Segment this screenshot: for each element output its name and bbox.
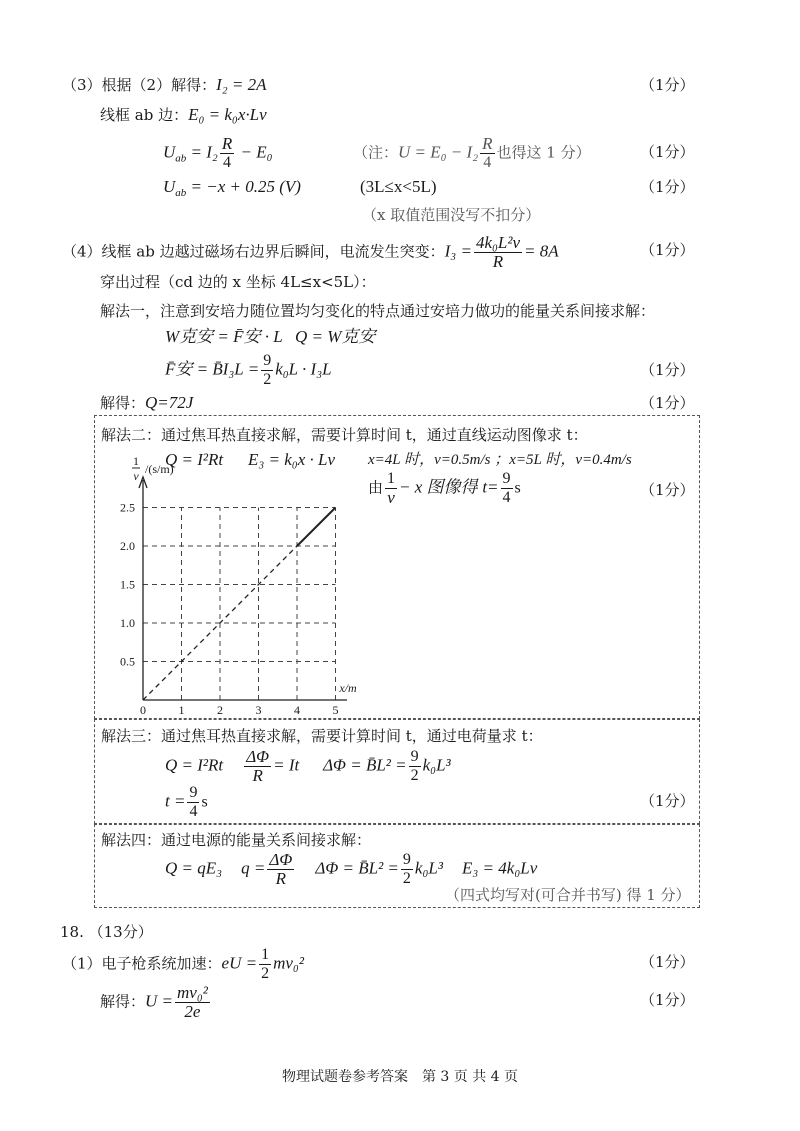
formula-part: E₃ = 4k₀Lv xyxy=(462,858,538,878)
numerator: 9 xyxy=(189,784,198,801)
y-tick-label: 1.5 xyxy=(120,577,135,592)
formula-part: ΔΦ = B̄L² = xyxy=(323,755,407,775)
method4-formulas xyxy=(165,851,537,888)
method3-time xyxy=(165,784,208,821)
x-tick-label: 1 xyxy=(178,703,185,717)
formula-part: = It xyxy=(273,755,300,775)
part3-note xyxy=(353,135,591,172)
formula-part: Q = I²Rt xyxy=(165,755,224,775)
question-18-title: 18. （13分） xyxy=(60,923,153,941)
formula-part: F̄安 = B̄I₃L = xyxy=(165,359,260,379)
label: （1）电子枪系统加速： xyxy=(62,954,222,973)
method2-conditions: x=4L 时，v=0.5m/s ；x=5L 时，v=0.4m/s xyxy=(368,452,632,468)
numerator: R xyxy=(221,134,233,153)
denominator: 2 xyxy=(261,965,270,982)
formula-part: − E₀ xyxy=(236,142,273,162)
numerator: R xyxy=(482,134,493,153)
numerator: 9 xyxy=(263,352,272,369)
numerator: 9 xyxy=(502,470,511,487)
formula-part: ΔΦ = B̄L² = xyxy=(315,858,399,878)
part3-line1 xyxy=(62,75,267,95)
method2-formula1: Q = I²Rt xyxy=(165,450,224,469)
page-footer: 物理试题卷参考答案 第 3 页 共 4 页 xyxy=(281,1069,519,1085)
numerator: ΔΦ xyxy=(246,747,270,766)
formula-part: t = xyxy=(165,791,186,811)
formula-part: − x 图像得 xyxy=(399,477,478,497)
unit: s xyxy=(201,793,208,811)
label: 由 xyxy=(368,478,384,497)
denominator: 2 xyxy=(410,767,419,784)
part3-line2 xyxy=(100,105,267,125)
formula-part: = −x + 0.25 (V) xyxy=(186,177,301,196)
numerator: mv₀² xyxy=(177,983,208,1002)
label: 解得： xyxy=(100,992,146,1011)
method4-title: 解法四：通过电源的能量关系间接求解： xyxy=(101,831,372,849)
formula-part: Q = qE₃ xyxy=(165,858,223,878)
formula-part: k₀L · I₃L xyxy=(275,359,332,379)
denominator: R xyxy=(252,766,263,785)
x-tick-label: 3 xyxy=(255,703,262,717)
formula: Q=72J xyxy=(145,393,194,412)
numerator: 9 xyxy=(410,748,419,765)
x-axis-label: x/m xyxy=(339,681,357,695)
formula: E₀ = k₀x·Lv xyxy=(188,105,267,124)
note-text: 也得这 1 分） xyxy=(496,143,591,162)
range: (3L≤x<5L) xyxy=(360,177,437,196)
formula-part: k₀L³ xyxy=(422,755,451,775)
formula-part: I₃ = xyxy=(444,241,472,261)
subscript: ab xyxy=(175,187,187,199)
denominator: R xyxy=(492,252,504,271)
denominator: 4 xyxy=(483,154,492,171)
denominator: 4 xyxy=(189,803,198,820)
y-tick-label: 2.0 xyxy=(120,539,135,553)
q18-line1 xyxy=(62,946,304,983)
formula-part: U = E₀ − I₂ xyxy=(398,142,479,162)
x-tick-label: 5 xyxy=(332,703,339,717)
denominator: R xyxy=(275,869,287,888)
part3-uab-formula xyxy=(163,135,273,172)
y-axis-label-denominator: v xyxy=(133,469,139,483)
x-tick-label: 4 xyxy=(294,703,300,717)
label: 解得： xyxy=(100,394,146,412)
method2-title: 解法二：通过焦耳热直接求解，需要计算时间 t，通过直线运动图像求 t： xyxy=(101,426,588,444)
formula-part: U xyxy=(163,177,176,196)
method4-note: （四式均写对(可合并书写) 得 1 分） xyxy=(445,886,691,904)
formula-part: U xyxy=(163,142,176,162)
method1-title: 解法一，注意到安培力随位置均匀变化的特点通过安培力做功的能量关系间接求解： xyxy=(100,302,656,320)
numerator: 1 xyxy=(387,470,396,487)
part3-uab-result xyxy=(163,177,301,203)
score: （1分） xyxy=(640,394,695,412)
q18-line2 xyxy=(100,984,212,1021)
x-tick-label: 2 xyxy=(217,703,223,717)
y-axis-label-numerator: 1 xyxy=(133,455,139,468)
method2-formula2: E₃ = k₀x · Lv xyxy=(248,450,336,469)
denominator: v xyxy=(387,488,395,507)
unit: s xyxy=(514,479,521,497)
formula-part: U = xyxy=(145,991,174,1011)
method2-graph-result xyxy=(368,470,521,507)
denominator: 4 xyxy=(502,489,511,506)
score: （1分） xyxy=(640,991,695,1009)
y-axis-label-unit: /(s/m) xyxy=(145,462,174,476)
formula-part: t= xyxy=(482,477,499,497)
y-tick-label: 0.5 xyxy=(120,654,135,669)
x-tick-label: 0 xyxy=(140,703,146,717)
part3-range-note: （x 取值范围没写不扣分） xyxy=(362,206,541,224)
formula: I₂ = 2A xyxy=(216,75,267,94)
inverse-velocity-vs-x-chart xyxy=(100,455,370,720)
formula-part: = 8A xyxy=(524,241,559,261)
formula-part: mv₀² xyxy=(273,953,304,973)
label: 线框 ab 边： xyxy=(100,106,189,124)
y-tick-label: 1.0 xyxy=(120,616,135,630)
label: （4）线框 ab 边越过磁场右边界后瞬间，电流发生突变： xyxy=(62,242,445,261)
numerator: 4k₀L²v xyxy=(475,233,520,252)
numerator: 1 xyxy=(261,946,270,963)
score: （1分） xyxy=(640,481,695,499)
formula-part: q = xyxy=(241,858,266,878)
method3-formulas xyxy=(165,748,451,785)
formula-part: eU = xyxy=(221,953,258,973)
part4-exit-process: 穿出过程（cd 边的 x 坐标 4L≤x<5L）： xyxy=(100,273,376,291)
formula-part: k₀L³ xyxy=(414,858,443,878)
method1-formula3 xyxy=(165,352,332,389)
y-tick-label: 2.5 xyxy=(120,500,135,515)
denominator: 2e xyxy=(184,1002,201,1021)
method1-formula1: W克安 = F̄安 · L xyxy=(165,327,283,346)
denominator: 4 xyxy=(223,154,232,171)
score: （1分） xyxy=(640,241,695,259)
answer-line xyxy=(100,393,193,413)
series-exit xyxy=(297,508,336,547)
method3-title: 解法三：通过焦耳热直接求解，需要计算时间 t，通过电荷量求 t： xyxy=(101,727,543,745)
note-text: （注： xyxy=(353,143,399,162)
formula-part: = I₂ xyxy=(186,142,218,162)
score: （1分） xyxy=(640,953,695,971)
score: （1分） xyxy=(640,76,695,94)
numerator: ΔΦ xyxy=(269,850,293,869)
method1-formula2: Q = W克安 xyxy=(295,327,376,346)
score: （1分） xyxy=(640,792,695,810)
subscript: ab xyxy=(175,152,187,165)
score: （1分） xyxy=(640,178,695,196)
part4-line1 xyxy=(62,234,559,271)
numerator: 9 xyxy=(402,851,411,868)
score: （1分） xyxy=(640,361,695,379)
denominator: 2 xyxy=(263,371,272,388)
denominator: 2 xyxy=(402,870,411,887)
score: （1分） xyxy=(640,143,695,161)
label: （3）根据（2）解得： xyxy=(62,76,217,94)
